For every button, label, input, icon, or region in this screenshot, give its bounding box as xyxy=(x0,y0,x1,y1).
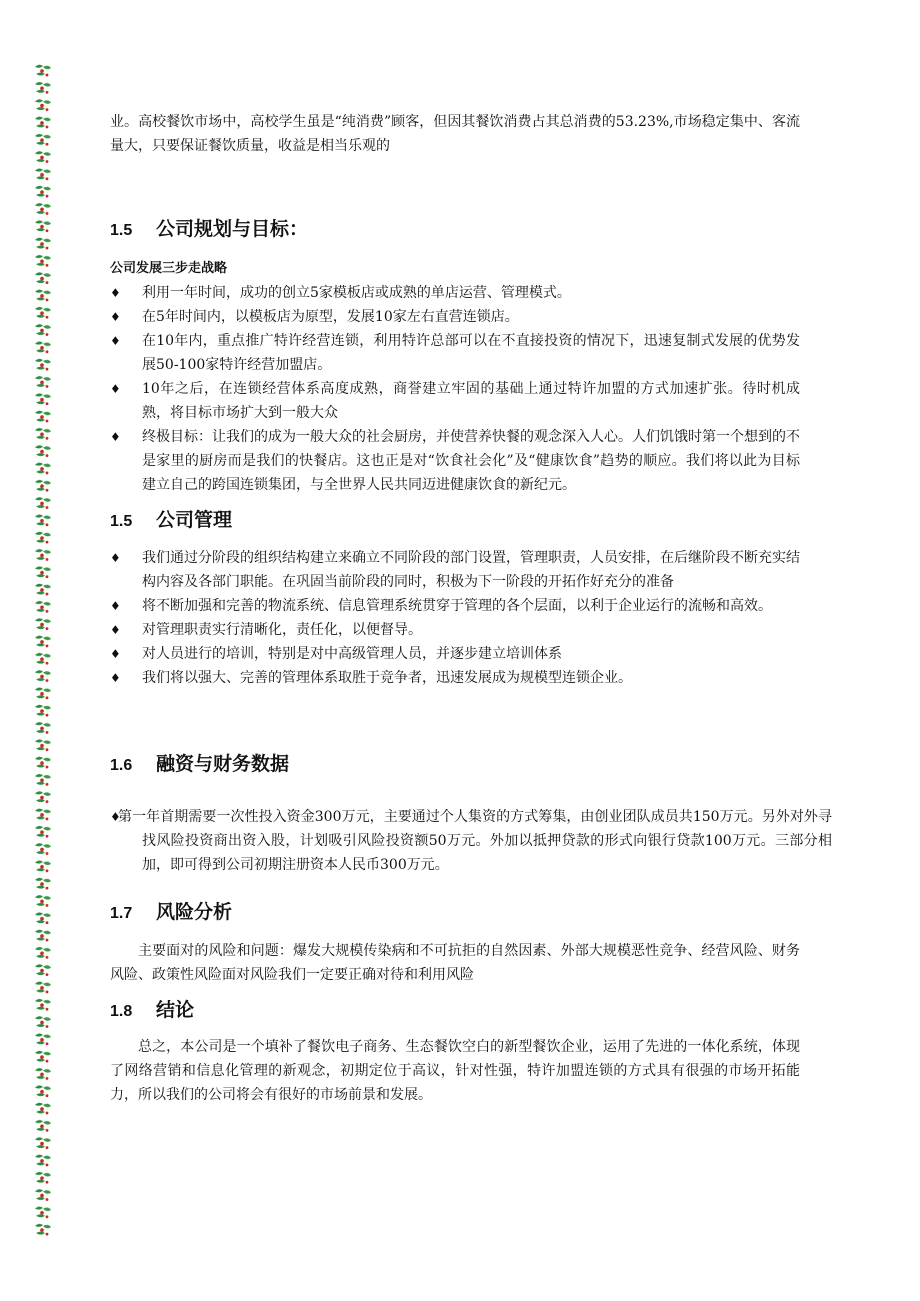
list-item: ♦ 将不断加强和完善的物流系统、信息管理系统贯穿于管理的各个层面，以利于企业运行的流畅和高效。 xyxy=(110,594,800,618)
section-heading-finance xyxy=(110,752,800,779)
plan-bullet-list xyxy=(110,281,800,497)
diamond-bullet-icon: ♦ xyxy=(110,647,121,661)
diamond-bullet-icon: ♦ xyxy=(110,671,121,685)
finance-paragraph: ♦第一年首期需要一次性投入资金300万元，主要通过个人集资的方式筹集，由创业团队成员共150万元。另外对外寻找风险投资商出资入股，计划吸引风险投资额50万元。外加以抵押贷款的形式向银行贷款100万元。三部分相加，即可得到公司初期注册资本人民币300万元。 xyxy=(110,805,832,877)
section-heading-management xyxy=(110,508,800,535)
section-title: 结论 xyxy=(156,1000,195,1021)
diamond-bullet-icon: ♦ xyxy=(110,599,121,613)
section-number: 1.7 xyxy=(110,905,133,922)
diamond-bullet-icon: ♦ xyxy=(110,334,121,348)
diamond-bullet-icon: ♦ xyxy=(110,310,121,324)
section-number: 1.8 xyxy=(110,1003,133,1020)
decorative-holly-border xyxy=(33,62,53,1237)
intro-paragraph: 业。高校餐饮市场中，高校学生虽是“纯消费”顾客，但因其餐饮消费占其总消费的53.23%,市场稳定集中、客流量大，只要保证餐饮质量，收益是相当乐观的 xyxy=(110,114,800,154)
section-heading-risk xyxy=(110,900,800,927)
conclusion-paragraph: 总之，本公司是一个填补了餐饮电子商务、生态餐饮空白的新型餐饮企业，运用了先进的一体化系统，体现了网络营销和信息化管理的新观念，初期定位于高议，针对性强，特许加盟连锁的方式具有很强的市场开拓能力，所以我们的公司将会有很好的市场前景和发展。 xyxy=(110,1039,800,1103)
list-item: ♦ 10年之后，在连锁经营体系高度成熟，商誉建立牢固的基础上通过特许加盟的方式加速扩张。待时机成熟，将目标市场扩大到一般大众 xyxy=(110,377,800,425)
section-number: 1.6 xyxy=(110,757,133,774)
diamond-bullet-icon: ♦ xyxy=(110,810,121,824)
section-number: 1.5 xyxy=(110,513,133,530)
section-title: 融资与财务数据 xyxy=(156,754,290,775)
management-bullet-list xyxy=(110,546,800,690)
plan-subtitle: 公司发展三步走战略 xyxy=(110,260,228,275)
list-item: ♦ 对人员进行的培训，特别是对中高级管理人员，并逐步建立培训体系 xyxy=(110,642,800,666)
diamond-bullet-icon: ♦ xyxy=(110,551,121,565)
section-title: 公司管理 xyxy=(156,510,233,531)
list-item: ♦ 在5年时间内，以模板店为原型，发展10家左右直营连锁店。 xyxy=(110,305,800,329)
diamond-bullet-icon: ♦ xyxy=(110,430,121,444)
diamond-bullet-icon: ♦ xyxy=(110,286,121,300)
section-heading-plan xyxy=(110,217,800,244)
section-heading-conclusion xyxy=(110,998,800,1025)
list-item: ♦ 对管理职责实行清晰化，责任化，以便督导。 xyxy=(110,618,800,642)
list-item: ♦ 我们将以强大、完善的管理体系取胜于竞争者，迅速发展成为规模型连锁企业。 xyxy=(110,666,800,690)
risk-paragraph: 主要面对的风险和问题：爆发大规模传染病和不可抗拒的自然因素、外部大规模恶性竞争、经营风险、财务风险、政策性风险面对风险我们一定要正确对待和利用风险 xyxy=(110,943,800,983)
section-title: 风险分析 xyxy=(156,902,233,923)
list-item: ♦ 我们通过分阶段的组织结构建立来确立不同阶段的部门设置，管理职责，人员安排，在后继阶段不断充实结构内容及各部门职能。在巩固当前阶段的同时，积极为下一阶段的开拓作好充分的准备 xyxy=(110,546,800,594)
diamond-bullet-icon: ♦ xyxy=(110,382,121,396)
list-item: ♦ 在10年内，重点推广特许经营连锁，利用特许总部可以在不直接投资的情况下，迅速复制式发展的优势发展50-100家特许经营加盟店。 xyxy=(110,329,800,377)
section-title: 公司规划与目标： xyxy=(156,219,309,240)
diamond-bullet-icon: ♦ xyxy=(110,623,121,637)
list-item: ♦ 利用一年时间，成功的创立5家模板店或成熟的单店运营、管理模式。 xyxy=(110,281,800,305)
section-number: 1.5 xyxy=(110,222,133,239)
list-item: ♦ 终极目标：让我们的成为一般大众的社会厨房，并使营养快餐的观念深入人心。人们饥饿时第一个想到的不是家里的厨房而是我们的快餐店。这也正是对“饮食社会化”及“健康饮食”趋势的顺应。我们将以此为目标建立自己的跨国连锁集团，与全世界人民共同迈进健康饮食的新纪元。 xyxy=(110,425,800,497)
